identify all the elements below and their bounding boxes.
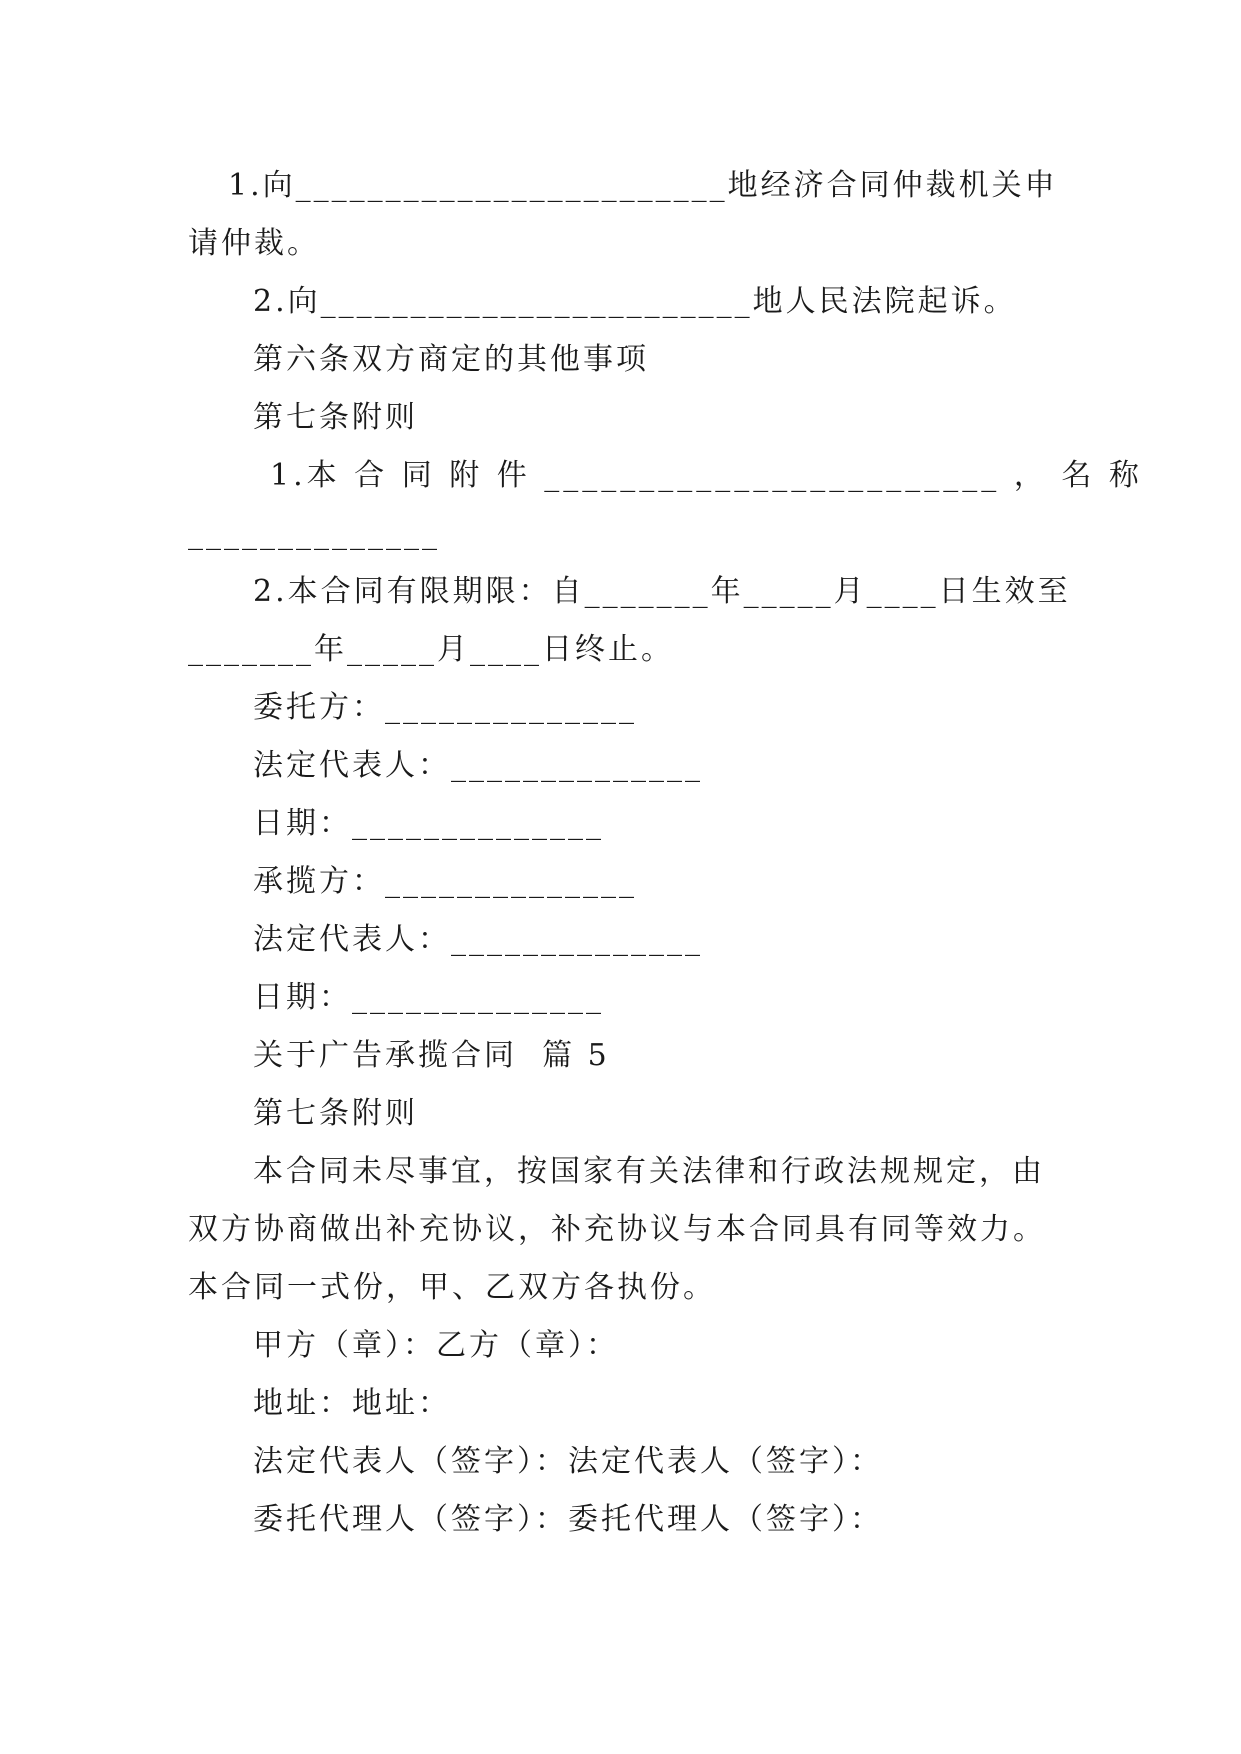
text-line: 1.本 合 同 附 件 ________________________ ， 名 称: [270, 458, 1143, 493]
text-line: 2.本合同有限期限：自_______年_____月____日生效至: [253, 574, 1071, 609]
signature-field: 法定代表人：______________: [253, 922, 703, 957]
signature-field: 法定代表人：______________: [253, 748, 703, 783]
signature-field: 承揽方：______________: [253, 864, 637, 899]
signature-field: 甲方（章）：乙方（章）：: [253, 1328, 619, 1363]
signature-field: 委托方：______________: [253, 690, 637, 725]
text-line: ______________: [188, 516, 440, 551]
text-line: 双方协商做出补充协议，补充协议与本合同具有同等效力。: [188, 1212, 1046, 1247]
signature-field: 委托代理人（签字）：委托代理人（签字）：: [253, 1502, 883, 1537]
text-line: _______年_____月____日终止。: [188, 632, 674, 667]
signature-field: 日期：______________: [253, 980, 604, 1015]
section-heading: 第七条附则: [253, 1096, 418, 1131]
signature-field: 地址：地址：: [253, 1386, 451, 1421]
text-line: 请仲裁。: [188, 226, 320, 261]
signature-field: 日期：______________: [253, 806, 604, 841]
section-heading: 第七条附则: [253, 400, 418, 435]
text-line: 2.向________________________地人民法院起诉。: [253, 284, 1017, 319]
signature-field: 法定代表人（签字）：法定代表人（签字）：: [253, 1444, 883, 1479]
article-title: 关于广告承揽合同 篇 5: [253, 1038, 610, 1073]
text-line: 本合同未尽事宜，按国家有关法律和行政法规规定，由: [253, 1154, 1045, 1189]
section-heading: 第六条双方商定的其他事项: [253, 342, 649, 377]
text-line: 本合同一式份，甲、乙双方各执份。: [188, 1270, 716, 1305]
text-line: 1.向________________________地经济合同仲裁机关申: [228, 168, 1058, 203]
